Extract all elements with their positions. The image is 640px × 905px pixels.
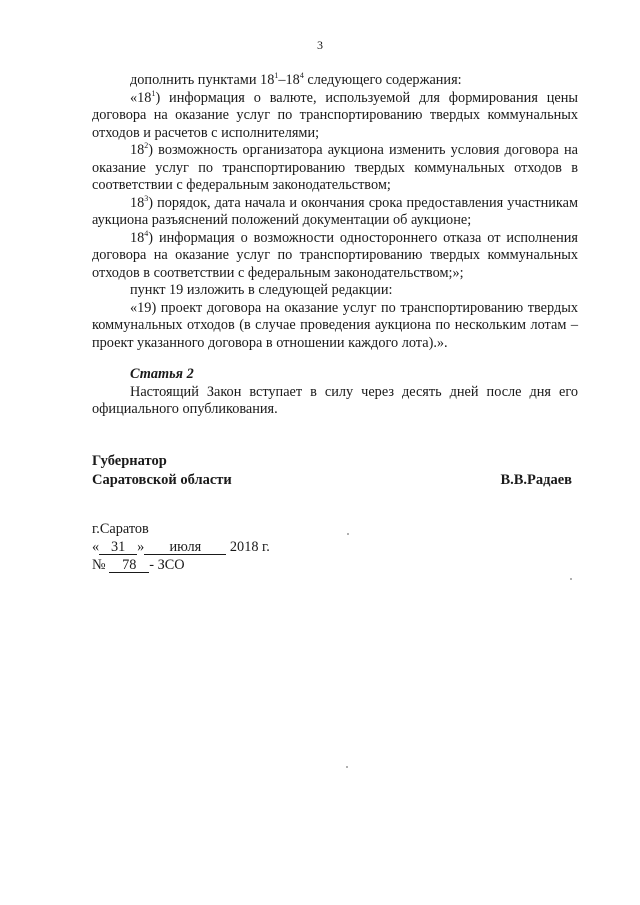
paragraph-18-2 [92, 142, 578, 195]
paragraph-18-1 [92, 90, 578, 143]
superscript: 1 [151, 88, 156, 98]
signatory-name: В.В.Радаев [500, 471, 572, 488]
paragraph-point-19: пункт 19 изложить в следующей редакции: [130, 282, 393, 298]
scan-speck [347, 533, 349, 535]
signature-line [92, 471, 578, 490]
article-text: Настоящий Закон вступает в силу через десять дней после дня его официального опубликования. [92, 383, 578, 417]
item-text: ) порядок, дата начала и окончания срока предоставления участникам аукциона разъяснений положений документации об аукционе; [92, 194, 578, 228]
intro-text-1: дополнить пунктами 18 [130, 72, 275, 88]
item-text: ) возможность организатора аукциона изменить условия договора на оказание услуг по транспортированию твердых коммунальных отходов в соответствии с федеральным законодательством; [92, 142, 578, 193]
date-day: 31 [99, 540, 137, 555]
scan-speck [346, 766, 348, 768]
law-number [92, 556, 270, 574]
item-prefix: 18 [130, 229, 145, 246]
item-prefix: «18 [130, 89, 152, 106]
item-prefix: 18 [130, 142, 145, 158]
amendment-text [92, 72, 578, 352]
paragraph-intro [92, 72, 578, 90]
date-close-quote: » [137, 539, 145, 555]
superscript: 4 [144, 228, 149, 238]
item-prefix: 18 [130, 194, 145, 211]
law-number-value: 78 [109, 558, 149, 573]
intro-dash: –18 [278, 72, 300, 88]
law-number-prefix: № [92, 557, 106, 573]
page-number: 3 [317, 38, 323, 52]
paragraph-18-3 [92, 195, 578, 230]
article-title: Статья 2 [130, 366, 194, 382]
article-2 [92, 366, 578, 419]
paragraph-18-4 [92, 230, 578, 283]
signatory-title-line1: Губернатор [92, 453, 167, 469]
date-open-quote: « [92, 539, 100, 555]
paragraph-19-text: «19) проект договора на оказание услуг по транспортированию твердых коммунальных отходов (в случае проведения аукциона по нескольким лотам – проект указанного договора в отношении каждого лота).». [92, 299, 578, 351]
signatory-title-line2: Саратовской области [92, 471, 232, 488]
date-month: июля [144, 540, 226, 555]
item-text: ) информация о возможности одностороннего отказа от исполнения договора на оказание услуг по транспортированию твердых коммунальных отходов в соответствии с федеральным законодательством;»; [92, 229, 578, 281]
superscript: 4 [299, 71, 304, 80]
date-year: 2018 г. [229, 539, 270, 555]
item-text: ) информация о валюте, используемой для формирования цены договора на оказание услуг по транспортированию твердых коммунальных отходов и расчетов с исполнителями; [92, 89, 578, 141]
place: г.Саратов [92, 521, 149, 537]
intro-text-2: следующего содержания: [303, 72, 462, 88]
superscript: 3 [144, 193, 149, 203]
place-date-block [92, 520, 270, 574]
signature-block [92, 452, 578, 489]
superscript: 2 [144, 141, 149, 150]
law-number-suffix: - ЗСО [149, 557, 185, 573]
signing-date [92, 538, 270, 556]
scan-speck [570, 578, 572, 580]
superscript: 1 [274, 71, 279, 80]
